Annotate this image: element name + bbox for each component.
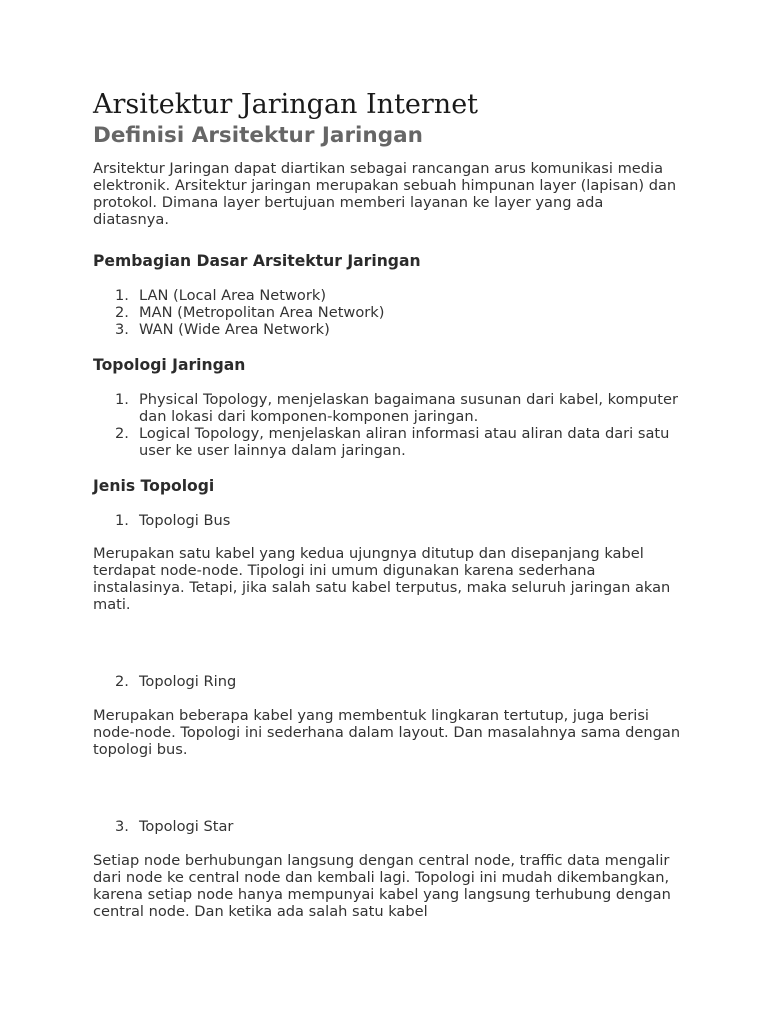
list-number: 2. [115, 304, 129, 321]
list-item [93, 818, 683, 835]
section-title-definisi: Definisi Arsitektur Jaringan [93, 123, 423, 148]
list-item-text: WAN (Wide Area Network) [139, 321, 330, 338]
list-item [93, 425, 683, 459]
list-topologi-star [93, 818, 683, 835]
paragraph-topologi-ring: Merupakan beberapa kabel yang membentuk lingkaran tertutup, juga berisi node-node. Topologi ini sederhana dalam layout. Dan masalahnya sama dengan topologi bus. [93, 707, 681, 758]
list-item-text: Physical Topology, menjelaskan bagaimana susunan dari kabel, komputer dan lokasi dari komponen-komponen jaringan. [139, 391, 678, 425]
document-page [93, 88, 683, 920]
list-item-text: Topologi Bus [139, 512, 231, 529]
list-item-text: LAN (Local Area Network) [139, 287, 327, 304]
list-item [93, 304, 683, 321]
list-item [93, 287, 683, 304]
intro-paragraph: Arsitektur Jaringan dapat diartikan sebagai rancangan arus komunikasi media elektronik. Arsitektur jaringan merupakan sebuah himpunan layer (lapisan) dan protokol. Dimana layer bertujuan memberi layanan ke layer yang ada diatasnya. [93, 160, 677, 228]
list-item [93, 673, 683, 690]
paragraph-topologi-bus: Merupakan satu kabel yang kedua ujungnya ditutup dan disepanjang kabel terdapat node-node. Tipologi ini umum digunakan karena sederhana instalasinya. Tetapi, jika salah satu kabel terputus, maka seluruh jaringan akan mati. [93, 545, 671, 613]
list-number: 1. [115, 287, 129, 304]
list-topologi-jaringan [93, 391, 683, 459]
heading-topologi-jaringan: Topologi Jaringan [93, 356, 246, 374]
heading-jenis-topologi: Jenis Topologi [93, 477, 215, 495]
list-number: 3. [115, 321, 129, 338]
heading-pembagian: Pembagian Dasar Arsitektur Jaringan [93, 252, 421, 270]
list-topologi-ring [93, 673, 683, 690]
list-item-text: Logical Topology, menjelaskan aliran informasi atau aliran data dari satu user ke user lainnya dalam jaringan. [139, 425, 670, 459]
list-number: 1. [115, 391, 129, 408]
list-item-text: Topologi Ring [139, 673, 237, 690]
list-number: 2. [115, 673, 129, 690]
list-number: 2. [115, 425, 129, 442]
list-number: 1. [115, 512, 129, 529]
paragraph-topologi-star: Setiap node berhubungan langsung dengan central node, traffic data mengalir dari node ke central node dan kembali lagi. Topologi ini mudah dikembangkan, karena setiap node hanya mempunyai kabel yang langsung terhubung dengan central node. Dan ketika ada salah satu kabel [93, 852, 671, 920]
list-item [93, 321, 683, 338]
list-item [93, 391, 683, 425]
list-number: 3. [115, 818, 129, 835]
list-item [93, 512, 683, 529]
list-item-text: MAN (Metropolitan Area Network) [139, 304, 385, 321]
list-item-text: Topologi Star [139, 818, 234, 835]
list-topologi-bus [93, 512, 683, 529]
list-pembagian [93, 287, 683, 338]
document-title: Arsitektur Jaringan Internet [93, 89, 479, 120]
